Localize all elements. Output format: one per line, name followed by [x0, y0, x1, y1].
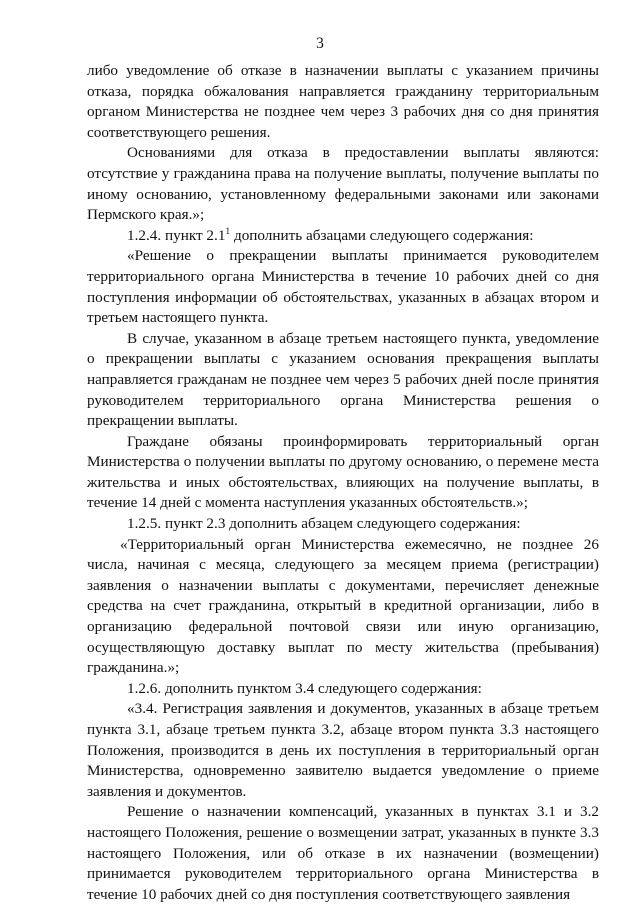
amendment-1-2-4-after: дополнить абзацами следующего содержания: [230, 226, 534, 244]
paragraph-amendment-1-2-4 [87, 226, 599, 247]
paragraph-termination-notice: В случае, указанном в абзаце третьем настоящего пункта, уведомление о прекращении выплаты с указанием основания прекращения выплаты направляется гражданам не позднее чем через 5 рабочих дней после принятия руководителем территориального органа Министерства решения о прекращении выплаты. [87, 329, 599, 430]
paragraph-refusal-grounds: Основаниями для отказа в предоставлении выплаты являются: отсутствие у гражданина права на получение выплаты, получение выплаты по иному основанию, установленному федеральными законами или законами Пермского края.»; [87, 144, 599, 224]
paragraph-refusal-notice: либо уведомление об отказе в назначении выплаты с указанием причины отказа, порядка обжалования направляется гражданину территориальным органом Министерства не позднее чем через 3 рабочих дня со дня принятия соответствующего решения. [87, 62, 599, 141]
paragraph-citizen-obligations: Граждане обязаны проинформировать территориальный орган Министерства о получении выплаты по другому основанию, о перемене места жительства и иных обстоятельствах, влияющих на получение выплаты, в течение 14 дней с момента наступления указанных обстоятельств.»; [87, 432, 599, 512]
amendment-1-2-4-superscript: 1 [225, 226, 231, 237]
document-body [87, 61, 599, 905]
paragraph-monthly-transfer: «Территориальный орган Министерства ежемесячно, не позднее 26 числа, начиная с месяца, следующего за месяцем приема (регистрации) заявления о назначении выплаты с документами, перечисляет денежные средства на счет гражданина, открытый в кредитной организации, либо в организацию федеральной почтовой связи или иную организацию, осуществляющую доставку выплат по месту жительства (пребывания) гражданина.»; [87, 535, 599, 677]
paragraph-registration-3-4: «3.4. Регистрация заявления и документов, указанных в абзаце третьем пункта 3.1, абзаце третьем пункта 3.2, абзаце втором пункта 3.3 настоящего Положения, производится в день их поступления в территориальный орган Министерства, одновременно заявителю выдается уведомление о приеме заявления и документов. [87, 700, 599, 800]
page-number: 3 [316, 35, 324, 52]
paragraph-compensation-decision: Решение о назначении компенсаций, указанных в пунктах 3.1 и 3.2 настоящего Положения, решение о возмещении затрат, указанных в пункте 3.3 настоящего Положения, или об отказе в их назначении (возмещении) принимается руководителем территориального органа Министерства в течение 10 рабочих дней со дня поступления соответствующего заявления [87, 803, 599, 903]
paragraph-termination-decision: «Решение о прекращении выплаты принимается руководителем территориального органа Министерства в течение 10 рабочих дней со дня поступления информации об обстоятельствах, указанных в абзацах втором и третьем настоящего пункта. [87, 247, 599, 327]
paragraph-amendment-1-2-5: 1.2.5. пункт 2.3 дополнить абзацем следующего содержания: [127, 515, 521, 533]
amendment-1-2-4-before: 1.2.4. пункт 2.1 [127, 226, 226, 244]
paragraph-amendment-1-2-6: 1.2.6. дополнить пунктом 3.4 следующего содержания: [127, 679, 482, 697]
